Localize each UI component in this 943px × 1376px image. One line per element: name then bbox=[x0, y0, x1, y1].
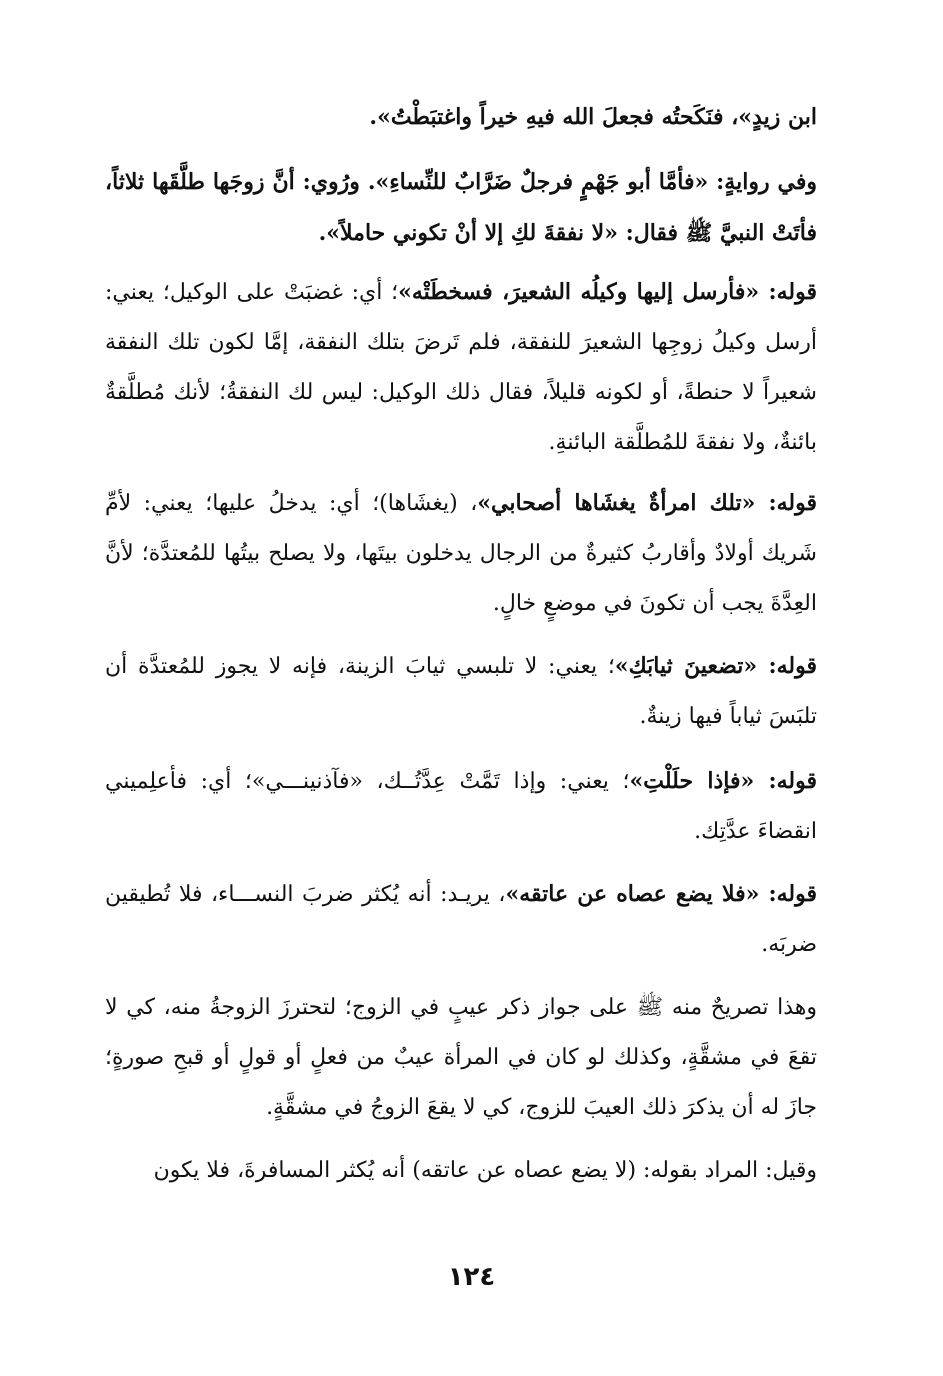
paragraph-4 bbox=[105, 478, 817, 629]
paragraph-4-bold: قوله: «تلك امرأةٌ يغشَاها أصحابي» bbox=[477, 490, 817, 516]
paragraph-2-bold: وفي روايةٍ: «فأمَّا أبو جَهْمٍ فرجلٌ ضَرَّابٌ للنِّساءِ». ورُوي: أنَّ زوجَها طلَّقَها ثلاثاً، فأتَتْ النبيَّ ﷺ فقال: «لا نفقةَ لكِ إلا أنْ تكوني حاملاً». bbox=[105, 169, 817, 246]
paragraph-6-text: ؛ يعني: وإذا تَمَّتْ عِدَّتُــك، «فآذنينـــي»؛ أي: فأعلِميني انقضاءَ عدَّتِك. bbox=[105, 769, 817, 844]
page-number: ١٢٤ bbox=[447, 1262, 496, 1292]
paragraph-5-bold: قوله: «تضعينَ ثيابَكِ» bbox=[614, 653, 817, 679]
paragraph-1 bbox=[105, 92, 817, 143]
paragraph-3-bold: قوله: «فأرسل إليها وكيلُه الشعيرَ، فسخطَتْه» bbox=[398, 279, 817, 305]
paragraph-3-text: ؛ أي: غضبَتْ على الوكيل؛ يعني: أرسل وكيلُ زوجِها الشعيرَ للنفقة، فلم تَرضَ بتلك النفقة، إمَّا لكون تلك النفقة شعيراً لا حنطةً، أو لكونه قليلاً، فقال ذلك الوكيل: ليس لك النفقةُ؛ لأنك مُطلَّقةٌ بائنةٌ، ولا نفقةَ للمُطلَّقة البائنةِ. bbox=[105, 280, 817, 455]
paragraph-7 bbox=[105, 869, 817, 970]
paragraph-7-bold: قوله: «فلا يضع عصاه عن عاتقه» bbox=[505, 881, 817, 907]
paragraph-9-text: وقيل: المراد بقوله: (لا يضع عصاه عن عاتقه) أنه يُكثر المسافرةَ، فلا يكون bbox=[153, 1158, 817, 1183]
paragraph-8-text: وهذا تصريحٌ منه ﷺ على جواز ذكر عيبٍ في الزوج؛ لتحترزَ الزوجةُ منه، كي لا تقعَ في مشقَّةٍ، وكذلك لو كان في المرأة عيبٌ من فعلٍ أو قولٍ أو قبحِ صورةٍ؛ جازَ له أن يذكرَ ذلك العيبَ للزوج، كي لا يقعَ الزوجُ في مشقَّةٍ. bbox=[105, 995, 817, 1120]
paragraph-6 bbox=[105, 756, 817, 857]
paragraph-8 bbox=[105, 982, 817, 1133]
paragraph-9 bbox=[105, 1145, 817, 1196]
paragraph-5-text: ؛ يعني: لا تلبسي ثيابَ الزينة، فإنه لا يجوز للمُعتدَّة أن تلبَسَ ثياباً فيها زينةٌ. bbox=[105, 654, 817, 729]
paragraph-4-text: ، (يغشَاها)؛ أي: يدخلُ عليها؛ يعني: لأمِّ شَريك أولادٌ وأقاربُ كثيرةٌ من الرجال يدخلون بيتَها، ولا يصلح بيتُها للمُعتدَّة؛ لأنَّ العِدَّةَ يجب أن تكونَ في موضعٍ خالٍ. bbox=[105, 491, 817, 616]
paragraph-5 bbox=[105, 641, 817, 742]
paragraph-1-bold: ابن زيدٍ»، فنَكَحتُه فجعلَ الله فيهِ خيراً واغتبَطْتُ». bbox=[369, 104, 817, 130]
paragraph-3 bbox=[105, 267, 817, 468]
paragraph-2 bbox=[105, 157, 817, 259]
page-body bbox=[105, 92, 817, 1208]
paragraph-7-text: ، يريـد: أنه يُكثر ضربَ النســـاء، فلا تُطيقين ضربَه. bbox=[105, 882, 817, 957]
paragraph-6-bold: قوله: «فإذا حلَلْتِ» bbox=[629, 768, 818, 794]
